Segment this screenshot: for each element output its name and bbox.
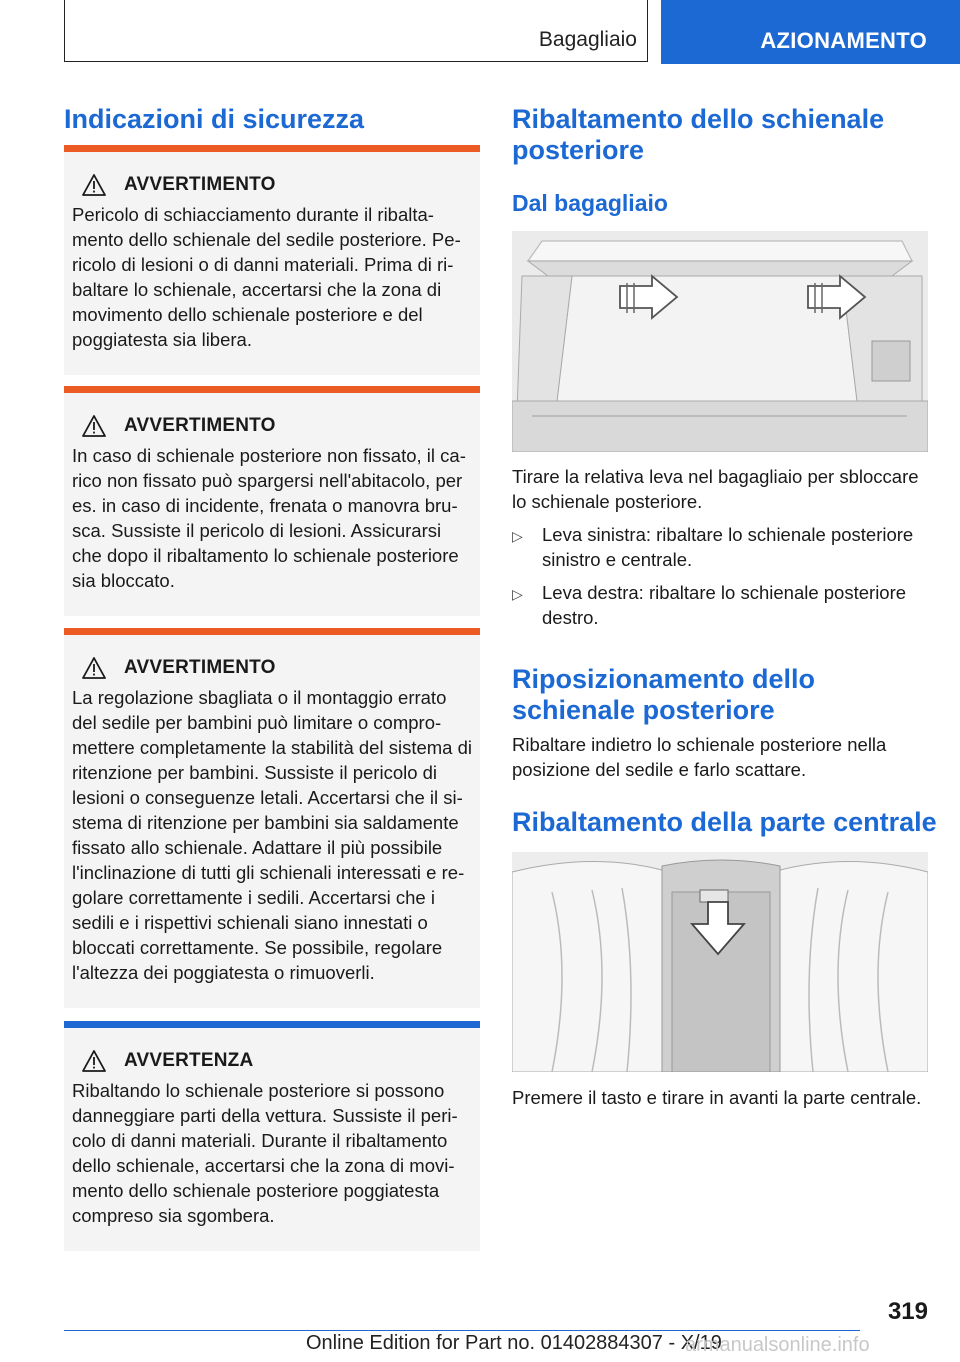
warning-text: La regolazione sbagliata o il montaggio errato del sedile per bambini può limitare o compromettere completamente la stabilità del sistema di ritenzione per bambini. Sussiste il pericolo di lesioni o conseguenze letali. Accertarsi che il sistema di ritenzione per bambini sia saldamente fissato allo schienale. Adattare il più possibile l'inclinazione di tutti gli schienali interessati e regolare correttamente i sedili. Accertarsi che i sedili e i rispettivi schienali siano innestati o bloccati correttamente. Se possibile, regolare l'altezza dei poggiatesta o rimuoverli. xyxy=(72,687,472,983)
watermark-text: armanualsonline.info xyxy=(685,1334,870,1356)
warning-box-1 xyxy=(64,145,480,375)
fold-backrest-heading: Ribaltamento dello schienale posteriore xyxy=(512,104,885,165)
page-number: 319 xyxy=(887,1298,928,1325)
bullet-triangle-icon: ▷ xyxy=(512,528,523,544)
warning-triangle-icon xyxy=(82,657,106,679)
warning-label: AVVERTIMENTO xyxy=(124,657,276,678)
reposition-heading: Riposizionamento dello schienale posteriore xyxy=(512,664,816,725)
warning-text: Pericolo di schiacciamento durante il ribaltamento dello schienale del sedile posteriore. Pericolo di lesioni o di danni materiali. Prima di ribaltare lo schienale, accertarsi che la zona di movimento dello schienale posteriore e del poggiatesta sia libera. xyxy=(72,204,461,350)
list-item xyxy=(512,522,928,572)
notice-label: AVVERTENZA xyxy=(124,1050,254,1071)
lever-intro-text: Tirare la relativa leva nel bagagliaio per sbloccare lo schienale posteriore. xyxy=(512,466,919,512)
warning-triangle-icon xyxy=(82,415,106,437)
warning-triangle-icon xyxy=(82,174,106,196)
center-section-text: Premere il tasto e tirare in avanti la parte centrale. xyxy=(512,1087,922,1108)
header-chapter-title: AZIONAMENTO xyxy=(760,28,927,53)
warning-title-1 xyxy=(72,170,472,200)
warning-label: AVVERTIMENTO xyxy=(124,174,276,195)
lever-bullet-list xyxy=(512,522,928,630)
list-item-text: Leva destra: ribaltare lo schienale posteriore destro. xyxy=(542,582,907,628)
warning-text: In caso di schienale posteriore non fissato, il carico non fissato può spargersi nell'abitacolo, per es. in caso di incidente, frenata o manovra brusca. Sussiste il pericolo di lesioni. Assicurarsi che dopo il ribaltamento lo schienale posteriore sia bloccato. xyxy=(72,445,466,591)
list-item-text: Leva sinistra: ribaltare lo schienale posteriore sinistro e centrale. xyxy=(542,524,914,570)
warning-box-2 xyxy=(64,386,480,616)
notice-box xyxy=(64,1021,480,1251)
warning-box-3 xyxy=(64,628,480,1008)
notice-text: Ribaltando lo schienale posteriore si possono danneggiare parti della vettura. Sussiste il pericolo di danni materiali. Durante il ribaltamento dello schienale, accertarsi che la zona di movimento dello schienale posteriore poggiatesta compreso sia sgombera. xyxy=(72,1080,458,1226)
rear-seat-illustration xyxy=(512,852,928,1072)
trunk-drawing xyxy=(512,231,928,452)
list-item xyxy=(512,580,928,630)
rear-seat-drawing xyxy=(512,852,928,1072)
safety-heading: Indicazioni di sicurezza xyxy=(64,104,365,134)
header-chapter-tab xyxy=(661,0,960,64)
warning-title-3 xyxy=(72,653,472,683)
trunk-illustration xyxy=(512,231,928,452)
warning-label: AVVERTIMENTO xyxy=(124,415,276,436)
warning-title-2 xyxy=(72,411,472,441)
online-edition-text: Online Edition for Part no. 01402884307 - X/19 xyxy=(306,1332,722,1354)
notice-title xyxy=(72,1046,472,1076)
center-section-heading: Ribaltamento della parte centrale xyxy=(512,807,937,837)
reposition-text: Ribaltare indietro lo schienale posteriore nella posizione del sedile e farlo scattare. xyxy=(512,734,887,780)
from-trunk-subheading: Dal bagagliaio xyxy=(512,190,668,216)
footer-divider xyxy=(64,1330,860,1331)
header-section-box xyxy=(64,0,648,62)
bullet-triangle-icon: ▷ xyxy=(512,586,523,602)
warning-triangle-icon xyxy=(82,1050,106,1072)
header-section-title: Bagagliaio xyxy=(538,28,637,51)
